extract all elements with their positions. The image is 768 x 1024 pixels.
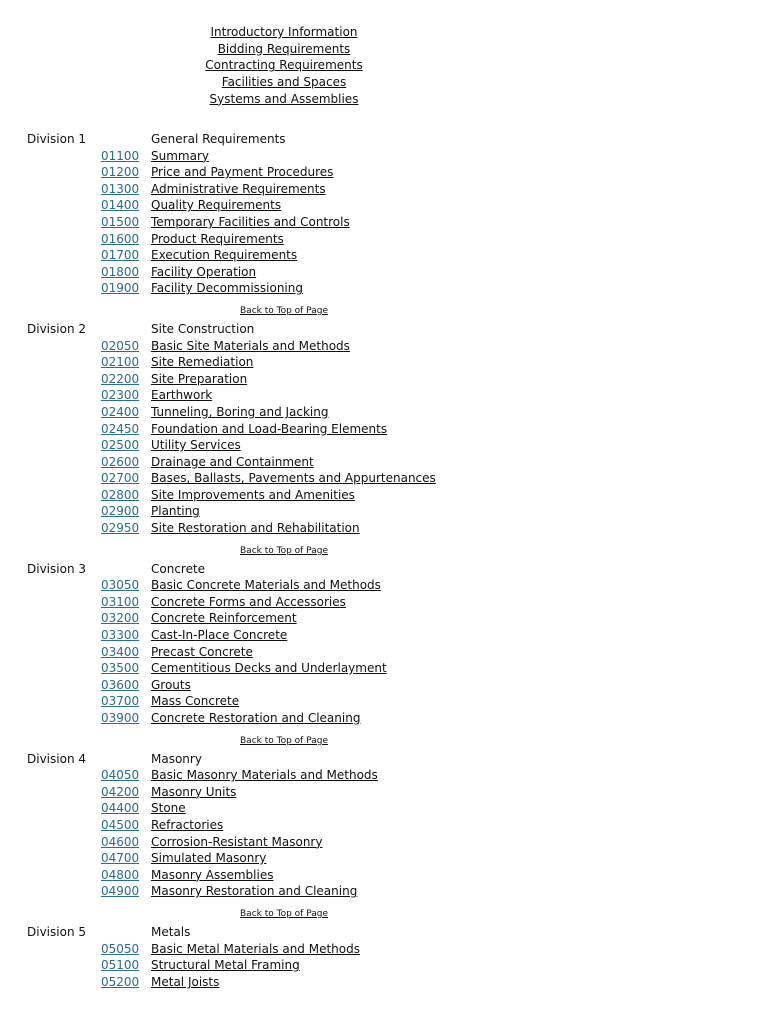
top-link-systems-and-assemblies[interactable]: Systems and Assemblies [209,91,359,106]
section-row [0,197,768,214]
section-code-link[interactable]: 02400 [101,404,140,419]
section-row [0,503,768,520]
section-title-link[interactable]: Mass Concrete [151,694,240,709]
division-label: Division 4 [27,751,86,766]
section-title-link[interactable]: Price and Payment Procedures [151,165,334,180]
section-title-link[interactable]: Concrete Reinforcement [151,611,297,626]
section-title-link[interactable]: Facility Operation [151,264,257,279]
section-row [0,437,768,454]
section-code-link[interactable]: 02600 [101,454,140,469]
section-row [0,677,768,694]
section-row [0,644,768,661]
division-block [0,321,768,561]
division-block [0,131,768,321]
section-row [0,867,768,884]
top-link-contracting-requirements[interactable]: Contracting Requirements [205,58,363,73]
section-title-link[interactable]: Metal Joists [151,974,220,989]
section-code-link[interactable]: 05100 [101,958,140,973]
section-title-link[interactable]: Site Improvements and Amenities [151,487,355,502]
section-row [0,264,768,281]
section-code-link[interactable]: 03500 [101,661,140,676]
section-row [0,784,768,801]
section-code-link[interactable]: 03600 [101,677,140,692]
section-title-link[interactable]: Stone [151,801,186,816]
section-code-link[interactable]: 01500 [101,214,140,229]
section-title-link[interactable]: Basic Concrete Materials and Methods [151,578,381,593]
back-to-top-link[interactable]: Back to Top of Page [240,908,328,919]
section-code-link[interactable]: 01300 [101,181,140,196]
division-label: Division 5 [27,924,86,939]
section-title-link[interactable]: Earthwork [151,388,213,403]
section-code-link[interactable]: 02950 [101,521,140,536]
section-code-link[interactable]: 01900 [101,281,140,296]
section-title-link[interactable]: Quality Requirements [151,198,282,213]
section-row [0,354,768,371]
section-title-link[interactable]: Precast Concrete [151,644,253,659]
division-title: Masonry [151,751,202,766]
back-to-top-link[interactable]: Back to Top of Page [240,735,328,746]
section-title-link[interactable]: Administrative Requirements [151,181,326,196]
section-row [0,404,768,421]
division-title: General Requirements [151,132,286,146]
section-code-link[interactable]: 04200 [101,784,140,799]
section-title-link[interactable]: Bases, Ballasts, Pavements and Appurtenances [151,471,436,486]
top-link-bidding-requirements[interactable]: Bidding Requirements [217,41,351,56]
section-row [0,627,768,644]
section-row [0,338,768,355]
division-label: Division 2 [27,321,86,336]
section-title-link[interactable]: Cementitious Decks and Underlayment [151,661,387,676]
section-row [0,941,768,958]
section-code-link[interactable]: 03100 [101,594,140,609]
section-code-link[interactable]: 03050 [101,578,140,593]
section-title-link[interactable]: Facility Decommissioning [151,281,303,296]
section-title-link[interactable]: Drainage and Containment [151,454,314,469]
section-title-link[interactable]: Structural Metal Framing [151,958,300,973]
division-label: Division 1 [27,132,86,146]
section-code-link[interactable]: 03200 [101,611,140,626]
section-row [0,164,768,181]
section-row [0,387,768,404]
section-code-link[interactable]: 02700 [101,471,140,486]
back-to-top-link[interactable]: Back to Top of Page [240,545,328,556]
section-title-link[interactable]: Corrosion-Resistant Masonry [151,834,323,849]
section-title-link[interactable]: Refractories [151,817,224,832]
section-code-link[interactable]: 04700 [101,851,140,866]
section-title-link[interactable]: Temporary Facilities and Controls [151,214,350,229]
section-code-link[interactable]: 04500 [101,817,140,832]
section-code-link[interactable]: 04050 [101,768,140,783]
back-to-top-row [0,297,568,321]
section-row [0,610,768,627]
section-title-link[interactable]: Site Preparation [151,371,248,386]
section-code-link[interactable]: 02300 [101,388,140,403]
division-header [0,751,768,768]
section-row [0,280,768,297]
section-title-link[interactable]: Foundation and Load-Bearing Elements [151,421,388,436]
section-code-link[interactable]: 01800 [101,264,140,279]
section-code-link[interactable]: 04900 [101,884,140,899]
section-row [0,454,768,471]
section-row [0,883,768,900]
section-title-link[interactable]: Utility Services [151,438,241,453]
section-title-link[interactable]: Summary [151,148,209,163]
top-navigation-links [0,24,568,107]
section-code-link[interactable]: 02050 [101,338,140,353]
division-header [0,561,768,578]
section-row [0,247,768,264]
section-title-link[interactable]: Masonry Units [151,784,237,799]
section-row [0,660,768,677]
section-row [0,577,768,594]
section-row [0,957,768,974]
section-row [0,231,768,248]
section-code-link[interactable]: 01400 [101,198,140,213]
section-row [0,850,768,867]
section-code-link[interactable]: 05050 [101,941,140,956]
section-title-link[interactable]: Planting [151,504,200,519]
section-row [0,487,768,504]
section-code-link[interactable]: 02100 [101,355,140,370]
section-row [0,520,768,537]
division-block [0,561,768,751]
section-row [0,148,768,165]
section-title-link[interactable]: Simulated Masonry [151,851,267,866]
section-code-link[interactable]: 05200 [101,974,140,989]
division-block [0,751,768,924]
section-title-link[interactable]: Basic Metal Materials and Methods [151,941,360,956]
section-row [0,710,768,727]
section-code-link[interactable]: 03300 [101,628,140,643]
section-title-link[interactable]: Basic Site Materials and Methods [151,338,350,353]
section-row [0,817,768,834]
section-title-link[interactable]: Grouts [151,677,191,692]
section-row [0,974,768,991]
section-code-link[interactable]: 02200 [101,371,140,386]
section-title-link[interactable]: Basic Masonry Materials and Methods [151,768,378,783]
section-code-link[interactable]: 02500 [101,438,140,453]
division-header [0,321,768,338]
section-title-link[interactable]: Concrete Restoration and Cleaning [151,711,361,725]
division-header [0,924,768,941]
section-code-link[interactable]: 01600 [101,231,140,246]
section-code-link[interactable]: 01200 [101,165,140,180]
section-code-link[interactable]: 02900 [101,504,140,519]
section-title-link[interactable]: Cast-In-Place Concrete [151,628,288,643]
section-row [0,594,768,611]
section-code-link[interactable]: 01100 [101,148,140,163]
section-title-link[interactable]: Masonry Assemblies [151,867,274,882]
back-to-top-row [0,727,568,751]
section-row [0,834,768,851]
division-block [0,924,768,990]
section-code-link[interactable]: 02800 [101,487,140,502]
section-row [0,371,768,388]
top-link-introductory-information[interactable]: Introductory Information [210,25,358,39]
section-title-link[interactable]: Tunneling, Boring and Jacking [151,404,329,419]
division-title: Site Construction [151,321,255,336]
section-title-link[interactable]: Site Restoration and Rehabilitation [151,521,360,536]
division-title: Metals [151,924,191,939]
section-row [0,214,768,231]
section-code-link[interactable]: 03700 [101,694,140,709]
section-code-link[interactable]: 03900 [101,711,140,725]
section-title-link[interactable]: Concrete Forms and Accessories [151,594,346,609]
section-row [0,181,768,198]
section-title-link[interactable]: Product Requirements [151,231,284,246]
top-link-facilities-and-spaces[interactable]: Facilities and Spaces [221,75,347,90]
section-row [0,470,768,487]
section-row [0,800,768,817]
division-label: Division 3 [27,561,86,576]
division-header [0,131,768,148]
section-title-link[interactable]: Execution Requirements [151,248,298,263]
section-code-link[interactable]: 04800 [101,867,140,882]
section-code-link[interactable]: 01700 [101,248,140,263]
back-to-top-link[interactable]: Back to Top of Page [240,305,328,316]
section-row [0,421,768,438]
section-title-link[interactable]: Masonry Restoration and Cleaning [151,884,358,899]
section-row [0,693,768,710]
divisions-list [0,131,768,990]
division-title: Concrete [151,561,206,576]
section-code-link[interactable]: 03400 [101,644,140,659]
section-row [0,767,768,784]
back-to-top-row [0,537,568,561]
section-code-link[interactable]: 04600 [101,834,140,849]
section-code-link[interactable]: 04400 [101,801,140,816]
section-title-link[interactable]: Site Remediation [151,355,254,370]
section-code-link[interactable]: 02450 [101,421,140,436]
back-to-top-row [0,900,568,924]
